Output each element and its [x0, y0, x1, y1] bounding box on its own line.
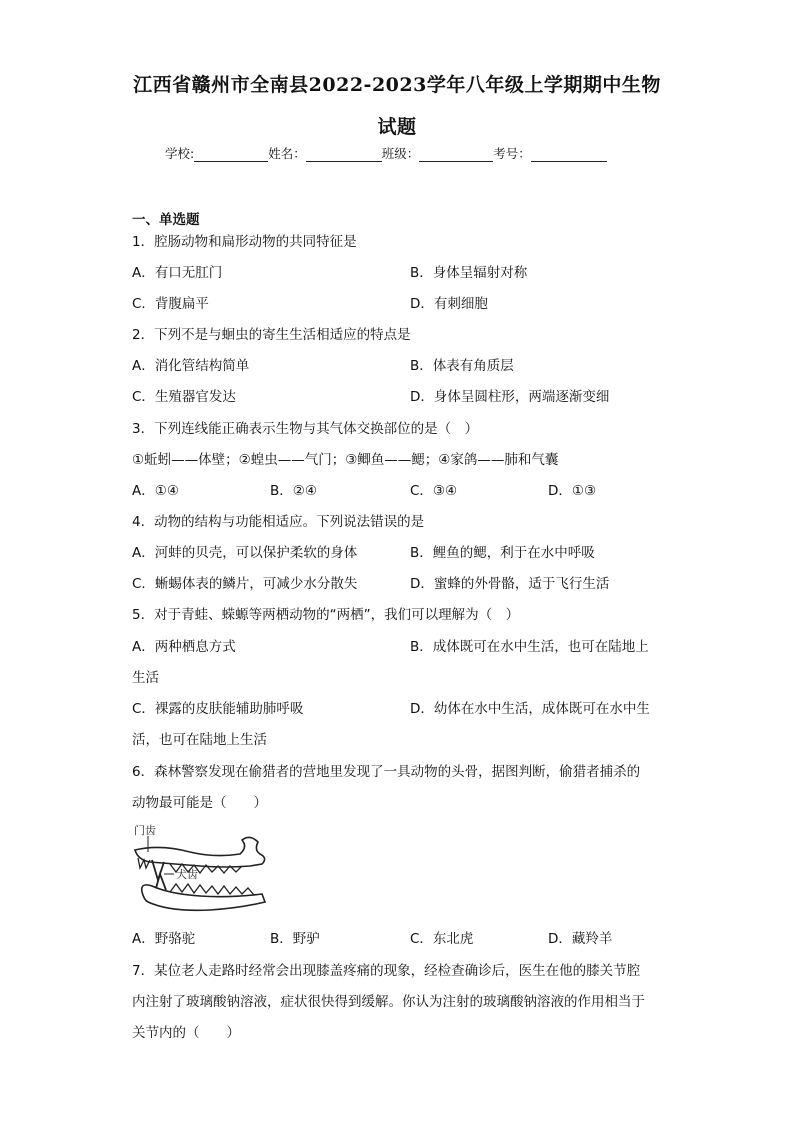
question-1-stem: 1．腔肠动物和扁形动物的共同特征是	[132, 234, 357, 250]
school-label: 学校:	[165, 146, 195, 161]
q6-option-b[interactable]: B．野驴	[270, 931, 320, 947]
q2-option-b[interactable]: B．体表有角质层	[410, 358, 514, 374]
student-info-row	[165, 144, 607, 162]
q6-option-a[interactable]: A．野骆驼	[132, 931, 196, 947]
question-4-stem: 4．动物的结构与功能相适应。下列说法错误的是	[132, 514, 425, 530]
skull-teeth-illustration	[130, 822, 280, 922]
skull-teeth-figure	[130, 822, 280, 922]
name-blank[interactable]	[306, 147, 382, 162]
q5-option-b-wrap: 生活	[132, 670, 159, 686]
q5-option-b[interactable]: B．成体既可在水中生活，也可在陆地上	[410, 639, 649, 655]
q5-option-a[interactable]: A．两种栖息方式	[132, 639, 236, 655]
q5-option-c[interactable]: C．裸露的皮肤能辅助肺呼吸	[132, 701, 304, 717]
q3-option-c[interactable]: C．③④	[410, 483, 458, 499]
incisor-label: 门齿	[134, 824, 156, 837]
question-7-stem-line3: 关节内的（ ）	[132, 1025, 240, 1041]
q4-option-a[interactable]: A．河蚌的贝壳，可以保护柔软的身体	[132, 545, 358, 561]
q1-option-b[interactable]: B．身体呈辐射对称	[410, 265, 528, 281]
section-heading: 一、单选题	[132, 212, 200, 228]
q5-option-d-wrap: 活，也可在陆地上生活	[132, 732, 267, 748]
q1-option-d[interactable]: D．有刺细胞	[410, 296, 488, 312]
q4-option-c[interactable]: C．蜥蜴体表的鳞片，可减少水分散失	[132, 576, 358, 592]
class-blank[interactable]	[419, 147, 493, 162]
question-7-stem: 7．某位老人走路时经常会出现膝盖疼痛的现象，经检查确诊后，医生在他的膝关节腔	[132, 963, 641, 979]
question-3-substem: ①蚯蚓——体壁；②蝗虫——气门；③鲫鱼——鳃；④家鸽——肺和气囊	[132, 452, 559, 468]
exam-title-line1: 江西省赣州市全南县2022-2023学年八年级上学期期中生物	[133, 74, 661, 96]
exam-no-label: 考号：	[493, 146, 531, 161]
question-6-substem: 动物最可能是（ ）	[132, 795, 267, 811]
q5-option-d[interactable]: D．幼体在水中生活，成体既可在水中生	[410, 701, 650, 717]
lower-molars	[170, 884, 254, 895]
question-6-stem: 6．森林警察发现在偷猎者的营地里发现了一具动物的头骨，据图判断，偷猎者捕杀的	[132, 764, 641, 780]
question-2-stem: 2．下列不是与蛔虫的寄生生活相适应的特点是	[132, 327, 411, 343]
exam-title-line2: 试题	[377, 116, 417, 138]
q2-option-c[interactable]: C．生殖器官发达	[132, 389, 236, 405]
q2-option-d[interactable]: D．身体呈圆柱形，两端逐渐变细	[410, 389, 610, 405]
class-label: 班级：	[381, 146, 420, 161]
q4-option-b[interactable]: B．鲤鱼的鳃，利于在水中呼吸	[410, 545, 595, 561]
exam-no-blank[interactable]	[531, 147, 607, 162]
question-5-stem: 5．对于青蛙、蝾螈等两栖动物的“两栖”，我们可以理解为（ ）	[132, 607, 520, 623]
q2-option-a[interactable]: A．消化管结构简单	[132, 358, 250, 374]
school-blank[interactable]	[194, 147, 268, 162]
upper-incisors	[138, 858, 150, 868]
question-3-stem: 3．下列连线能正确表示生物与其气体交换部位的是（ ）	[132, 421, 479, 437]
q3-option-a[interactable]: A．①④	[132, 483, 179, 499]
upper-jaw-outline	[135, 837, 265, 867]
name-label: 姓名：	[268, 146, 306, 161]
q1-option-a[interactable]: A．有口无肛门	[132, 265, 223, 281]
canine-label: 犬齿	[176, 868, 198, 881]
q6-option-d[interactable]: D．藏羚羊	[548, 931, 613, 947]
question-7-stem-line2: 内注射了玻璃酸钠溶液，症状很快得到缓解。你认为注射的玻璃酸钠溶液的作用相当于	[132, 994, 645, 1010]
q1-option-c[interactable]: C．背腹扁平	[132, 296, 209, 312]
q4-option-d[interactable]: D．蜜蜂的外骨骼，适于飞行生活	[410, 576, 610, 592]
q3-option-d[interactable]: D．①③	[548, 483, 597, 499]
q6-option-c[interactable]: C．东北虎	[410, 931, 474, 947]
q3-option-b[interactable]: B．②④	[270, 483, 317, 499]
